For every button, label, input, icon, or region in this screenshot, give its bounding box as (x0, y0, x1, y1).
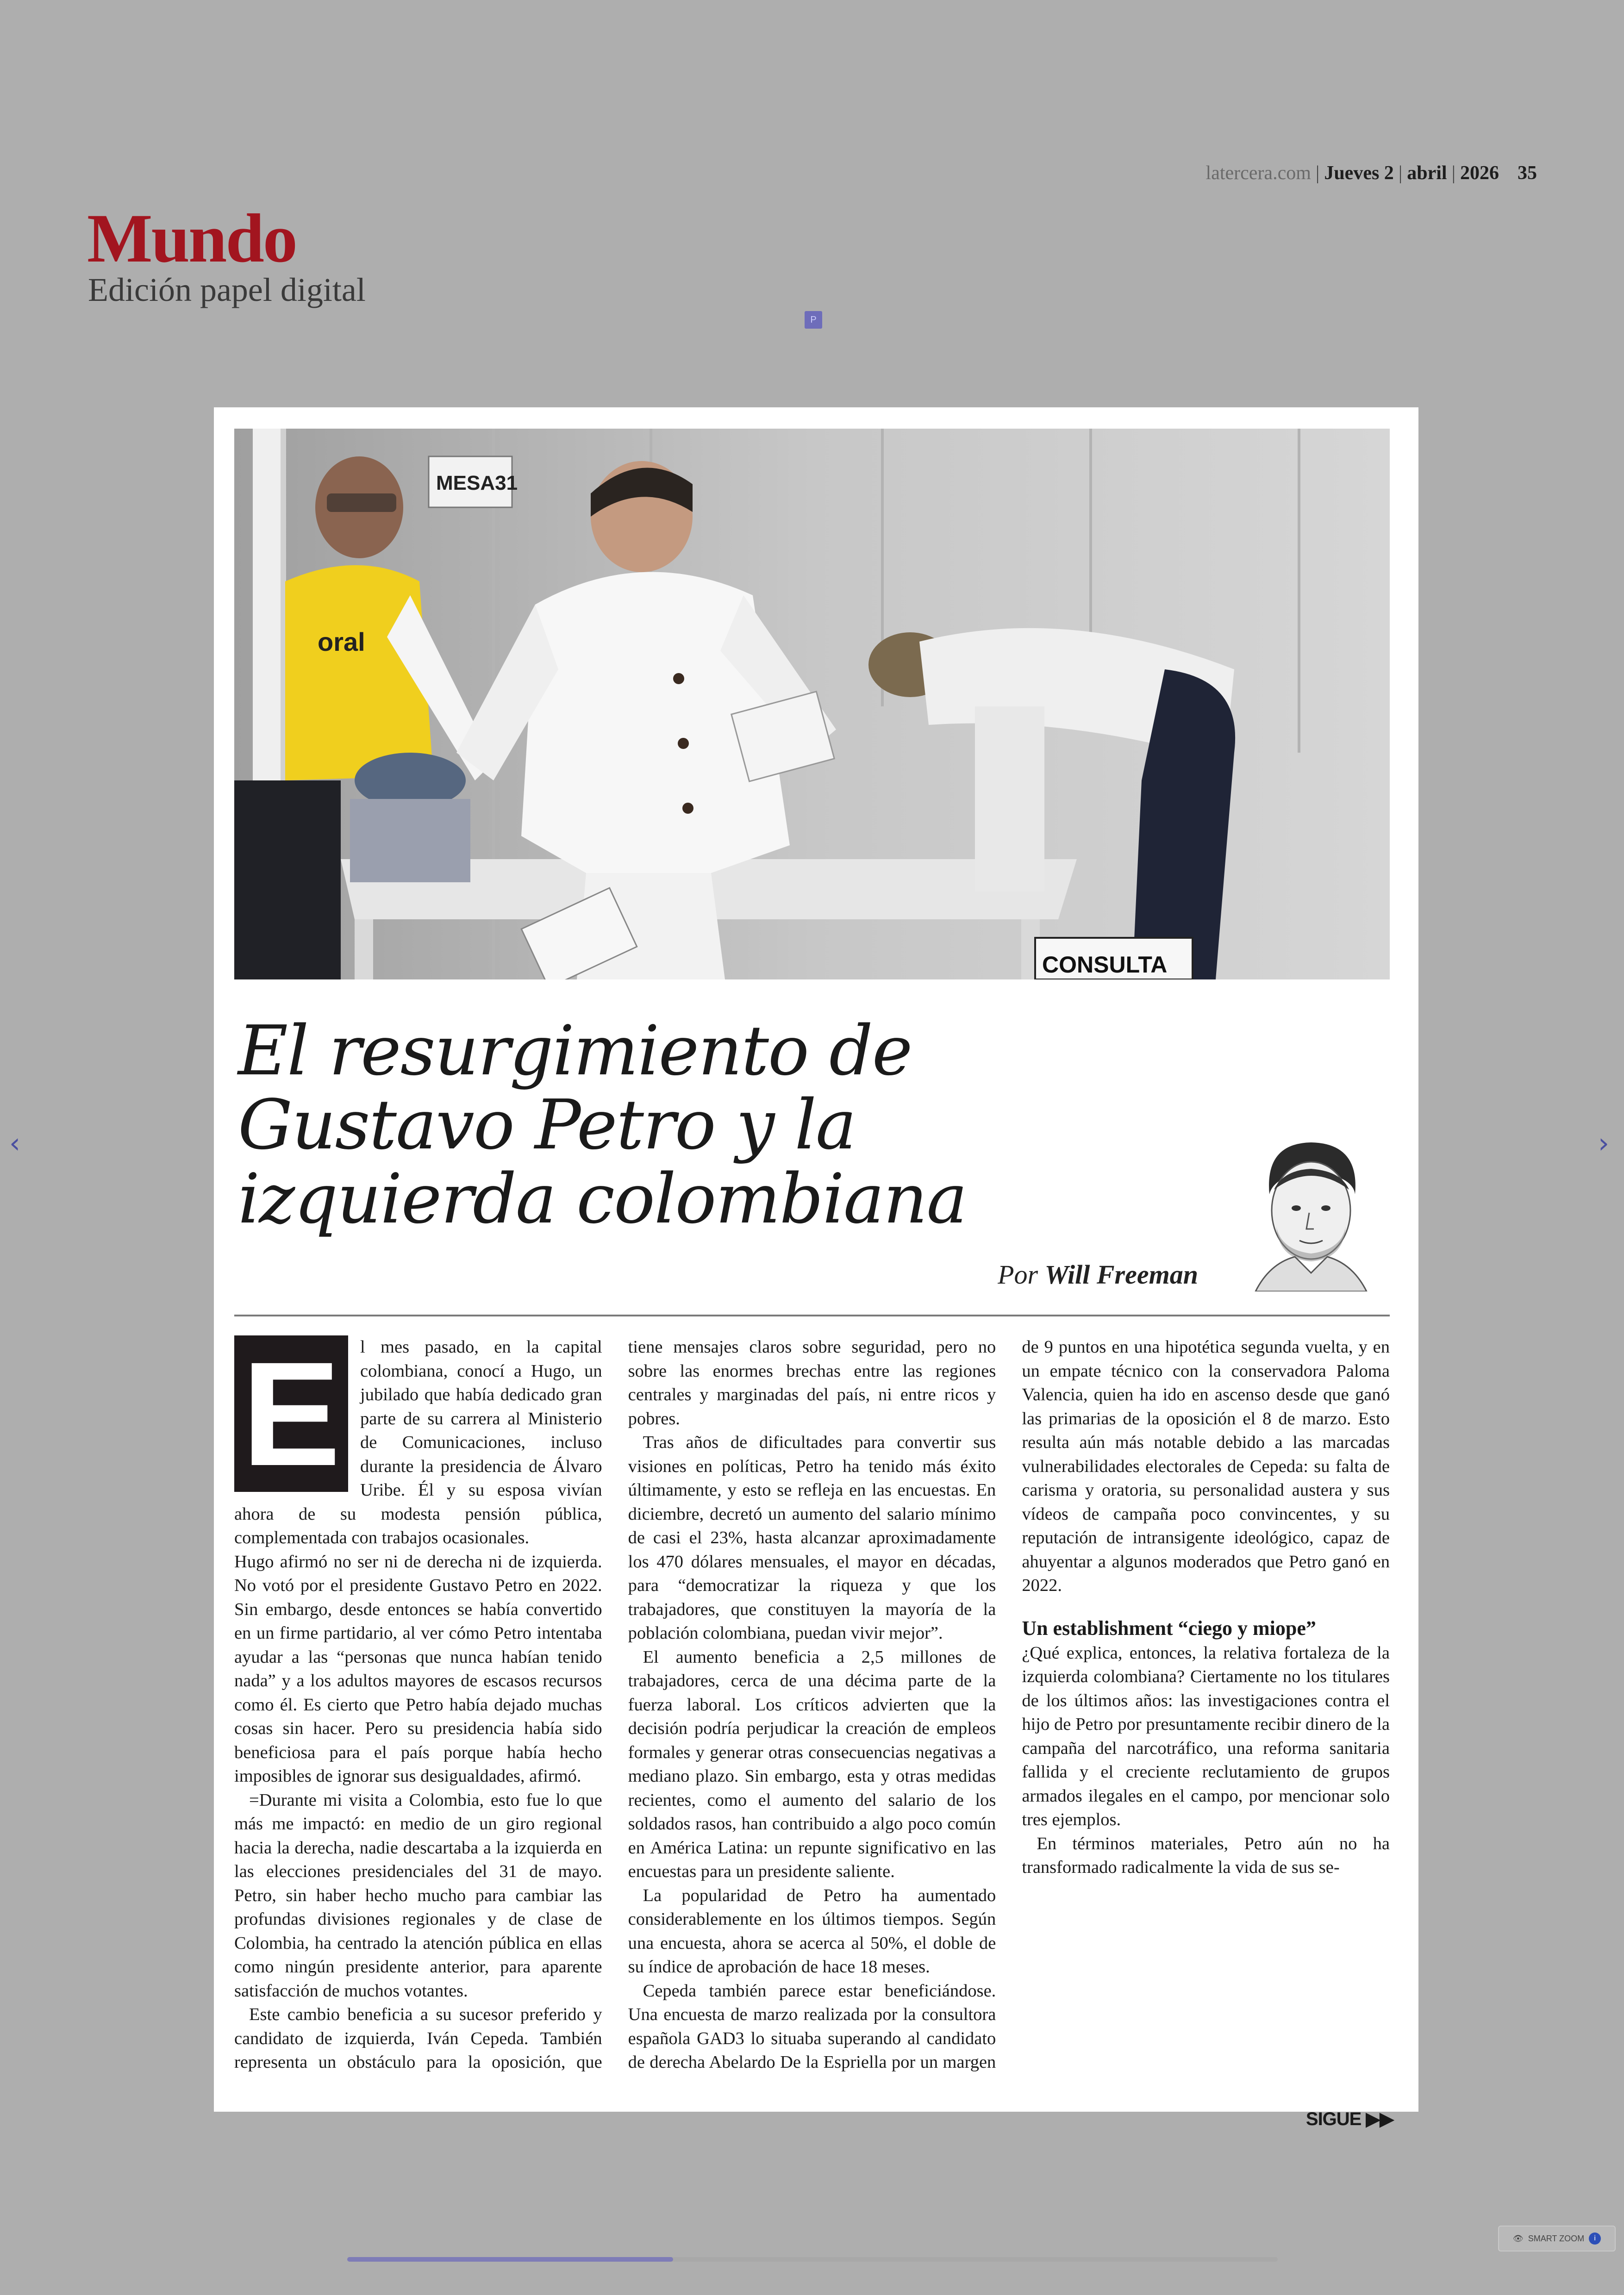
drop-cap: E (234, 1335, 348, 1492)
article-paragraph: Este cambio beneficia a su sucesor preferido y candidato de izquierda, Iván Cepeda. También representa un obstáculo para la oposición, que tiene mensajes claros sobre seguridad, pero no sobre las enormes brechas entre las regiones centrales y marginadas del país, ni entre ricos y pobres. (234, 1337, 996, 2072)
section-title: Mundo (87, 200, 296, 277)
newspaper-page (214, 407, 1418, 2112)
smart-zoom-label: SMART ZOOM (1528, 2233, 1585, 2243)
consulta-sign: CONSULTA (1042, 952, 1168, 978)
article-paragraph: La popularidad de Petro ha aumentado considerablemente en los últimos tiempos. Según una encuesta, ahora se acerca al 50%, el doble de su índice de aprobación de hace 18 meses. (628, 1885, 996, 1977)
article-paragraph: El aumento beneficia a 2,5 millones de trabajadores, cerca de una décima parte de la fuerza laboral. Los críticos advierten que la decisión podría perjudicar la creación de empleos formales y generar otras consecuencias negativas a mediano plazo. Sin embargo, esta y otras medidas recientes, como el aumento del salario de los soldados rasos, han contribuido a algo poco común en América Latina: un repunte significativo en las encuestas para un presidente saliente. (628, 1647, 996, 1881)
separator: | (1451, 162, 1455, 184)
article-headline: El resurgimiento de Gustavo Petro y la izquierda colombiana (238, 1011, 967, 1239)
byline-prefix: Por (998, 1260, 1038, 1290)
info-badge: i (1589, 2233, 1601, 2245)
author-name: Will Freeman (1044, 1260, 1198, 1290)
author-portrait (1242, 1134, 1380, 1291)
reading-progress-bar[interactable] (347, 2257, 1278, 2262)
paragraph-text: l mes pasado, en la capital colombiana, conocí a Hugo, un jubilado que había dedicado gran parte de su carrera al Ministerio de Comunicaciones, incluso durante la presidencia de Álvaro Uribe. Él y su esposa vivían ahora de su modesta pensión pública, complementada con trabajos ocasionales. (234, 1337, 602, 1547)
vest-text: oral (318, 627, 365, 656)
article-paragraph: En términos materiales, Petro aún no ha transformado radicalmente la vida de sus se- (1022, 1834, 1390, 1877)
article-paragraph (234, 1331, 602, 1550)
issue-meta (1111, 162, 1537, 184)
separator: | (1398, 162, 1403, 184)
reading-progress-fill (347, 2257, 673, 2262)
prev-page-button[interactable]: ‹ (9, 1127, 20, 1160)
article-paragraph: =Durante mi visita a Colombia, esto fue lo que más me impactó: en medio de un giro regional hacia la derecha, nadie descartaba a la izquierda en las elecciones presidenciales del 31 de mayo. Petro, sin haber hecho mucho para cambiar las profundas divisiones regionales y de clase de Colombia, ha centrado la atención pública en ellas como ningún presidente anterior, para aparente satisfacción de muchos votantes. (234, 1790, 602, 2001)
article-paragraph: Tras años de dificultades para convertir sus visiones en políticas, Petro ha tenido más éxito últimamente, y esto se refleja en las encuestas. En diciembre, decretó un aumento del salario mínimo de casi el 23%, hasta alcanzar aproximadamente los 470 dólares mensuales, el mayor en décadas, para “democratizar la riqueza y que los trabajadores, que constituyen la mayoría de la población colombiana, puedan vivir mejor”. (628, 1433, 996, 1643)
article-subheading: Un establishment “ciego y miope” (1022, 1616, 1316, 1640)
continue-label[interactable]: SIGUE ▶▶ (1305, 2109, 1393, 2129)
smart-zoom-button[interactable] (1498, 2226, 1616, 2251)
headline-divider (234, 1315, 1390, 1316)
separator: | (1315, 162, 1320, 184)
mesa-sign: MESA31 (436, 472, 518, 494)
edition-label: Edición papel digital (88, 271, 366, 308)
page-marker-icon[interactable]: P (805, 311, 822, 329)
article-paragraph: ¿Qué explica, entonces, la relativa fortaleza de la izquierda colombiana? Ciertamente no los titulares de los últimos años: las investigaciones contra el hijo de Petro por presuntamente recibir dinero de la campaña del narcotráfico, una reforma sanitaria fallida y el creciente reclutamiento de grupos armados ilegales en el campo, por mencionar solo tres ejemplos. (1022, 1643, 1390, 1829)
issue-month: abril (1407, 162, 1447, 184)
article-paragraph: Cepeda también parece estar beneficiándose. Una encuesta de marzo realizada por la consultora española GAD3 lo situaba superando al candidato de derecha Abelardo De la Espriella por un margen de 9 puntos en una hipotética segunda vuelta, y en un empate técnico con la conservadora Paloma Valencia, quien ha ido en ascenso desde que ganó las primarias de la oposición el 8 de marzo. Esto resulta aún más notable debido a las marcadas vulnerabilidades electorales de Cepeda: su falta de carisma y oratoria, su personalidad austera y sus vídeos de campaña poco convincentes, y su reputación de intransigente ideológico, capaz de ahuyentar a algunos moderados que Petro ganó en 2022. (628, 1337, 1390, 2072)
issue-weekday: Jueves 2 (1324, 162, 1394, 184)
next-page-button[interactable]: › (1598, 1127, 1609, 1160)
eye-icon: 👁 (1512, 2233, 1524, 2243)
issue-year: 2026 (1460, 162, 1499, 184)
article-body (234, 1331, 1390, 2076)
site-name: latercera.com (1206, 162, 1311, 184)
page-number: 35 (1518, 162, 1537, 184)
article-paragraph: Hugo afirmó no ser ni de derecha ni de izquierda. No votó por el presidente Gustavo Petro en 2022. Sin embargo, desde entonces se había convertido en un firme partidario, al ver cómo Petro intentaba ayudar a las “personas que nunca habían tenido nada” y a los adultos mayores de escasos recursos como él. Es cierto que Petro había dejado muchas cosas sin hacer. Pero su presidencia había sido beneficiosa para el país porque había hecho imposibles de ignorar sus desigualdades, afirmó. (234, 1552, 602, 1786)
byline (998, 1259, 1198, 1290)
article-photo (234, 429, 1390, 979)
